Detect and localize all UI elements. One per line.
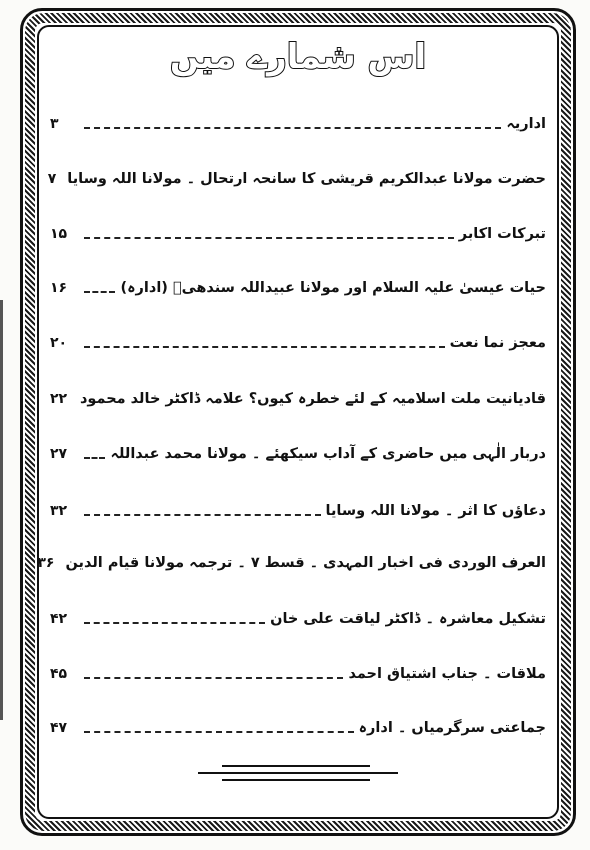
toc-entry[interactable] [50, 492, 546, 522]
toc-entry[interactable] [50, 600, 546, 630]
page-edge [0, 300, 3, 720]
toc-entry-page: ۲۷ [50, 446, 68, 462]
toc-entry-page: ۲۰ [50, 335, 68, 351]
toc-entry[interactable] [47, 160, 546, 190]
end-rule [222, 765, 370, 767]
toc-entry-page: ۳۶ [37, 555, 55, 571]
toc-entry-title: اداریہ [506, 116, 546, 132]
toc-entry-page: ۲۲ [50, 391, 68, 407]
toc-entry[interactable] [50, 324, 546, 354]
toc-entry-page: ۴۲ [50, 611, 68, 627]
toc-entry-title: تبرکات اکابر [458, 226, 546, 242]
dot-leader [84, 731, 354, 733]
toc-entry-title: قادیانیت ملت اسلامیہ کے لئے خطرہ کیوں؟ علامہ ڈاکٹر خالد محمود [79, 391, 546, 407]
dot-leader [84, 514, 321, 516]
inner-frame [37, 25, 559, 819]
toc-entry[interactable] [50, 105, 546, 135]
toc-entry-page: ۳ [50, 116, 59, 132]
toc-entry-title: جماعتی سرگرمیاں ۔ ادارہ [358, 720, 546, 736]
toc-entry[interactable] [50, 435, 546, 465]
toc-entry-title: العرف الوردی فی اخبار المہدی ۔ قسط ۷ ۔ ترجمہ مولانا قیام الدین [65, 555, 546, 571]
toc-entry-title: معجز نما نعت [449, 335, 546, 351]
toc-entry-title: ملاقات ۔ جناب اشتیاق احمد [348, 666, 546, 682]
toc-entry-page: ۳۲ [50, 503, 68, 519]
toc-entry-page: ۷ [47, 171, 57, 187]
toc-entry-title: دربار الٰہی میں حاضری کے آداب سیکھئے ۔ مولانا محمد عبداللہ [110, 446, 546, 462]
toc-entry[interactable] [50, 269, 546, 299]
dot-leader [84, 127, 501, 129]
toc-entry-page: ۱۵ [50, 226, 68, 242]
toc-entry-title: حضرت مولانا عبدالکریم قریشی کا سانحہ ارتحال ۔ مولانا اللہ وسایا [67, 171, 546, 187]
dot-leader [84, 237, 454, 239]
toc-entry-page: ۴۷ [50, 720, 68, 736]
dot-leader [84, 677, 343, 679]
dot-leader [84, 346, 445, 348]
toc-entry-title: تشکیل معاشرہ ۔ ڈاکٹر لیاقت علی خان [270, 611, 546, 627]
toc-entry[interactable] [50, 215, 546, 245]
page-title: اس شمارے میں [169, 37, 427, 77]
dot-leader [84, 457, 105, 459]
end-rule [222, 779, 370, 781]
toc-entry-title: حیات عیسیٰ علیہ السلام اور مولانا عبیداللہ سندھیؒ (ادارہ) [120, 280, 546, 296]
toc-entry-page: ۴۵ [50, 666, 68, 682]
end-rule [198, 772, 398, 774]
toc-entry-title: دعاؤں کا اثر ۔ مولانا اللہ وسایا [325, 503, 546, 519]
dot-leader [84, 622, 265, 624]
toc-entry[interactable] [37, 544, 546, 574]
toc-entry-page: ۱۶ [50, 280, 68, 296]
toc-entry[interactable] [50, 655, 546, 685]
toc-entry[interactable] [50, 380, 546, 410]
dot-leader [84, 291, 115, 293]
toc-entry[interactable] [50, 709, 546, 739]
